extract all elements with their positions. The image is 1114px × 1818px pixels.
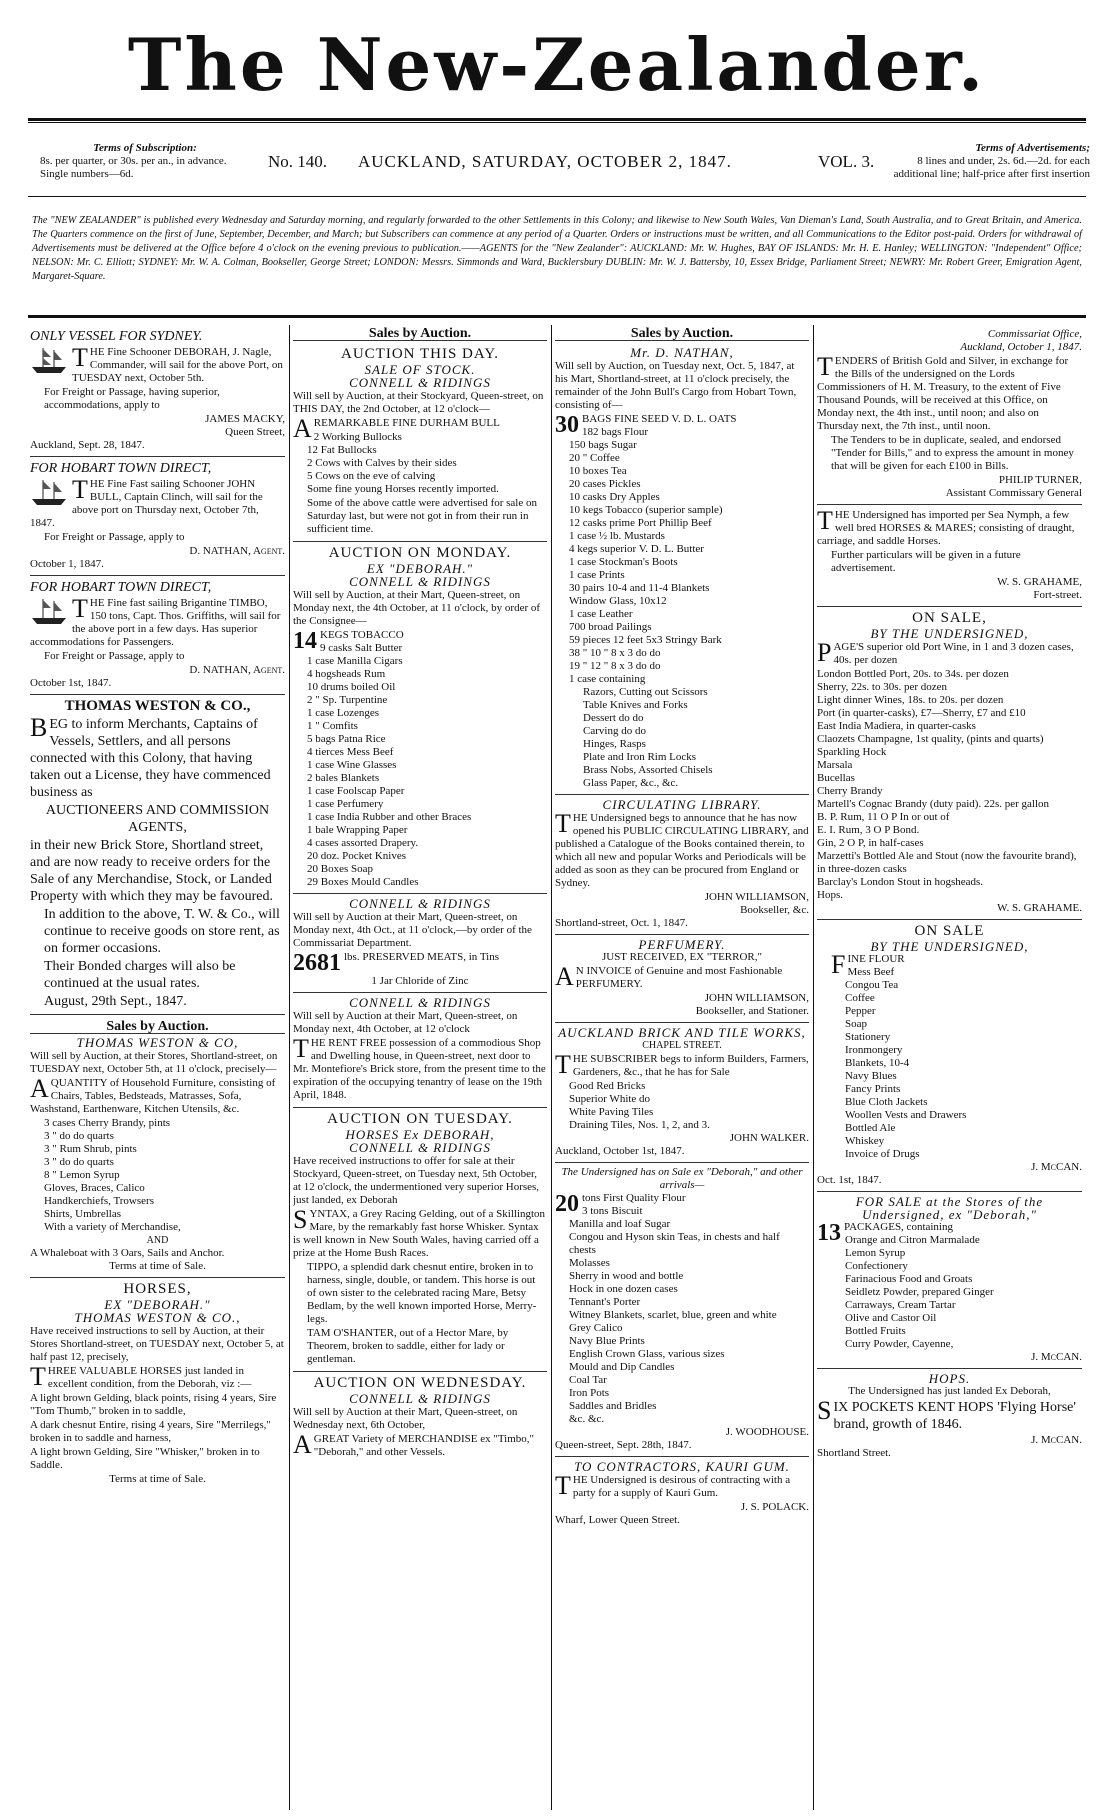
masthead-title: The New-Zealander. [127, 22, 987, 107]
ad-hops: HOPS. The Undersigned has just landed Ex Deborah, SIX POCKETS KENT HOPS 'Flying Horse' brand, growth of 1846. J. McCAN. Shortland Street. [817, 1371, 1082, 1459]
ad-hobart-john-bull: FOR HOBART TOWN DIRECT, THE Fine Fast sailing Schooner JOHN BULL, Captain Clinch, will sail for the above port on Thursday next, October 7th, 1847. For Freight or Passage, apply to D. NATHAN, Agent. October 1, 1847. [30, 457, 285, 576]
ad-thomas-weston: THOMAS WESTON & CO., BEG to inform Merchants, Captains of Vessels, Settlers, and all persons connected with this Colony, that having taken out a License, they have commenced business as AUCTIONEERS AND COMMISSION AGENTS, in their new Brick Store, Shortland street, and are now ready to receive orders for the Sale of any Merchandise, Stock, or Landed Property with which they may be favoured. In addition to the above, T. W. & Co., will continue to receive goods on store rent, as on former occasions. Their Bonded charges will also be continued at the usual rates. August, 29th Sept., 1847. [30, 695, 285, 1015]
ad-perfumery: PERFUMERY. JUST RECEIVED, EX "TERROR," A N INVOICE of Genuine and most Fashionable PERFUMERY. JOHN WILLIAMSON, Bookseller, and Stationer. [555, 935, 809, 1023]
ad-mccan-packages: FOR SALE at the Stores of the Undersigned, ex "Deborah," 13 PACKAGES, containing Orange and Citron Marmalade Lemon Syrup Confectionery Farinacious Food and Groats Seidletz Powder, prepared Ginger Carraways, Cream Tartar Olive and Castor Oil Bottled Fruits Curry Powder, Cayenne, J. McCAN. [817, 1192, 1082, 1369]
ad-kauri-gum: TO CONTRACTORS, KAURI GUM. THE Undersigned is desirous of contracting with a party for a supply of Kauri Gum. J. S. POLACK. Wharf, Lower Queen Street. [555, 1459, 809, 1526]
publication-notice: The "NEW ZEALANDER" is published every Wednesday and Saturday morning, and regularly forwarded to the other Settlements in this Colony; and likewise to New South Wales, Van Dieman's Land, South Australia, and to Great Britain, and America. The Quarters commence on the first of June, September, December, and March; but Subscribers can commence at any period of a Quarter. Orders or instructions must be written, and all Communications to the Editor post-paid. Orders for withdrawal of Advertisements must be delivered at the Office before 4 o'clock on the evening previous to publication.——AGENTS for the "New Zealander": AUCKLAND: Mr. W. Hughes, BAY OF ISLANDS: Mr. H. E. Hanley; WELLINGTON: "Independent" Office; NELSON: Mr. C. Elliott; SYDNEY: Mr. W. A. Colman, Bookseller, George Street; LONDON: Messrs. Simmonds and Ward, Bucklersbury DUBLIN: Mr. W. J. Battersby, 10, Essex Bridge, Parliament Street; NEWRY: Mr. Robert Greer, Emigration Agent, Margaret-Square. [32, 215, 1082, 282]
ad-woodhouse: The Undersigned has on Sale ex "Deborah," and other arrivals— 20 tons First Quality Flour 3 tons Biscuit Manilla and loaf Sugar Congou and Hyson skin Teas, in chests and half chests Molasses Sherry in wood and bottle Hock in one dozen cases Tennant's Porter Witney Blankets, scarlet, blue, green and white Grey Calico Navy Blue Prints English Crown Glass, various sizes Mould and Dip Candles Coal Tar Iron Pots Saddles and Bridles &c. &c. J. WOODHOUSE. Queen-street, Sept. 28th, 1847. [555, 1163, 809, 1457]
ad-auction-wednesday: AUCTION ON WEDNESDAY. CONNELL & RIDINGS Will sell by Auction at their Mart, Queen-street, on Wednesday next, 6th October, AGREAT Variety of MERCHANDISE ex "Timbo," "Deborah," and other Vessels. [293, 1375, 535, 1459]
ad-commissariat-tenders: Commissariat Office, Auckland, October 1, 1847. TENDERS of British Gold and Silver, in exchange for the Bills of the undersigned on the Lords Commissioners of H. M. Treasury, to the extent of Five Thousand Pounds, will be received at this Office, on Monday next, the 4th inst., until noon; and also on Thursday next, the 7th inst., until noon. The Tenders to be in duplicate, sealed, and endorsed "Tender for Bills," and to express the amount in money that will be given for each £100 in Bills. PHILIP TURNER, Assistant Commissary General [817, 325, 1082, 505]
ad-grahame-horses: THE Undersigned has imported per Sea Nymph, a few well bred HORSES & MARES; consisting of draught, carriage, and saddle Horses. Further particulars will be given in a future advertisement. W. S. GRAHAME, Fort-street. [817, 505, 1082, 607]
column-divider [813, 325, 814, 1810]
ship-icon [30, 477, 68, 507]
column-divider [551, 325, 552, 1810]
ad-rent-free: CONNELL & RIDINGS Will sell by Auction at their Mart, Queen-street, on Monday next, 4th October, at 12 o'clock THE RENT FREE possession of a commodious Shop and Dwelling house, in Queen-street, next door to Mr. Montefiore's Brick store, from the present time to the expiration of the occupying tenantry of lease on the 19th April, 1848. [293, 993, 547, 1108]
advertisement-terms: Terms of Advertisements; 8 lines and under, 2s. 6d.—2d. for each additional line; half-price after first insertion [893, 142, 1090, 180]
ad-grahame-wines: ON SALE, BY THE UNDERSIGNED, PAGE'S superior old Port Wine, in 1 and 3 dozen cases, 40s. per dozen London Bottled Port, 20s. to 34s. per dozen Sherry, 22s. to 30s. per dozen Light dinner Wines, 18s. to 20s. per dozen Port (in quarter-casks), £7—Sherry, £7 and £10 East India Madiera, in quarter-casks Claozets Champagne, 1st quality, (pints and quarts) Sparkling Hock Marsala Bucellas Cherry Brandy Martell's Cognac Brandy (duty paid). 22s. per gallon B. P. Rum, 11 O P In or out of E. I. Rum, 3 O P Bond. Gin, 2 O P, in half-cases Marzetti's Bottled Ale and Stout (now the favourite brand), in three-dozen casks Barclay's London Stout in hogsheads. Hops. W. S. GRAHAME. [817, 607, 1082, 920]
ad-auction-this-day: AUCTION THIS DAY. SALE OF STOCK. CONNELL & RIDINGS Will sell by Auction, at their Stockyard, Queen-street, on THIS DAY, the 2nd October, at 12 o'clock— AREMARKABLE FINE DURHAM BULL 2 Working Bullocks 12 Fat Bullocks 2 Cows with Calves by their sides 5 Cows on the eve of calving Some fine young Horses recently imported. Some of the above cattle were advertised for sale on Saturday last, but were not got in from their run in sufficient time. [293, 343, 547, 542]
volume: VOL. 3. [818, 152, 875, 171]
ad-preserved-meats: CONNELL & RIDINGS Will sell by Auction at their Mart, Queen-street, on Monday next, 4th Oct., at 11 o'clock,—by order of the Commissariat Department. 2681 lbs. PRESERVED MEATS, in Tins 1 Jar Chloride of Zinc [293, 894, 547, 993]
ad-mccan-flour: ON SALE BY THE UNDERSIGNED, FINE FLOUR Mess Beef Congou Tea Coffee Pepper Soap Stationery Ironmongery Blankets, 10-4 Navy Blues Fancy Prints Blue Cloth Jackets Woollen Vests and Drawers Bottled Ale Whiskey Invoice of Drugs J. McCAN. Oct. 1st, 1847. [817, 920, 1082, 1192]
column-2: Sales by Auction. AUCTION THIS DAY. SALE OF STOCK. CONNELL & RIDINGS Will sell by Auction, at their Stockyard, Queen-street, on THIS DAY, the 2nd October, at 12 o'clock— AREMARKABLE FINE DURHAM BULL 2 Working Bullocks 12 Fat Bullocks 2 Cows with Calves by their sides 5 Cows on the eve of calving Some fine young Horses recently imported. Some of the above cattle were advertised for sale on Saturday last, but were not got in from their run in sufficient time. AUCTION ON MONDAY. EX "DEBORAH." CONNELL & RIDINGS Will sell by Auction, at their Mart, Queen-street, on Monday next, the 4th October, at 11 o'clock, by order of the Consignee— 14 KEGS TOBACCO 9 casks Salt Butter 1 case Manilla Cigars 4 hogsheads Rum 10 drums boiled Oil 2 " Sp. Turpentine 1 case Lozenges 1 " Comfits 5 bags Patna Rice 4 tierces Mess Beef 1 case Wine Glasses 2 bales Blankets 1 case Foolscap Paper 1 case Perfumery 1 case India Rubber and other Braces 1 bale Wrapping Paper 4 cases assorted Drapery. 20 doz. Pocket Knives 20 Boxes Soap 29 Boxes Mould Candles CONNELL & RIDINGS Will sell by Auction at their Mart, Queen-street, on Monday next, 4th Oct., at 11 o'clock,—by order of the Commissariat Department. 2681 lbs. PRESERVED MEATS, in Tins 1 Jar Chloride of Zinc CONNELL & RIDINGS Will sell by Auction at their Mart, Queen-street, on Monday next, 4th October, at 12 o'clock THE RENT FREE possession of a commodious Shop and Dwelling house, in Queen-street, next door to Mr. Montefiore's Brick store, from the present time to the expiration of the occupying tenantry of lease on the 19th April, 1848. AUCTION ON TUESDAY. HORSES Ex DEBORAH, CONNELL & RIDINGS Have received instructions to offer for sale at their Stockyard, Queen-street, on Tuesday next, 5th October, at 12 o'clock, the undermentioned very superior Horses, just landed, ex Deborah SYNTAX, a Grey Racing Gelding, out of a Skillington Mare, by the remarkably fast horse Whisker. Syntax is well known in New South Wales, having carried off a prize at the Home Bush Races. TIPPO, a splendid dark chesnut entire, broken in to harness, single, double, or tandem. This horse is out of own sister to the celebrated racing Mare, Betsy Bedlam, by the well known imported Horse, Merry-legs. TAM O'SHANTER, out of a Hector Mare, by Theorem, broken to saddle, either for lady or gentleman. AUCTION ON WEDNESDAY. CONNELL & RIDINGS Will sell by Auction at their Mart, Queen-street, on Wednesday next, 6th October, AGREAT Variety of MERCHANDISE ex "Timbo," "Deborah," and other Vessels. [293, 325, 547, 1810]
ship-icon [30, 345, 68, 375]
ad-horses-weston: HORSES, EX "DEBORAH." THOMAS WESTON & CO., Have received instructions to sell by Auction, at their Stores Shortland-street, on TUESDAY next, October 5, at half past 12, precisely, THREE VALUABLE HORSES just landed in excellent condition, from the Deborah, viz :— A light brown Gelding, black points, rising 4 years, Sire "Tom Thumb," broken in to saddle, A dark chesnut Entire, rising 4 years, Sire "Merrilegs," broken in to saddle and harness, A light brown Gelding, Sire "Whisker," broken in to Saddle. Terms at time of Sale. [30, 1281, 284, 1485]
subscription-terms: Terms of Subscription: 8s. per quarter, or 30s. per an., in advance. Single numbers—6d. [40, 142, 227, 180]
header-bar [28, 140, 1090, 190]
ad-auction-monday: AUCTION ON MONDAY. EX "DEBORAH." CONNELL & RIDINGS Will sell by Auction, at their Mart, Queen-street, on Monday next, the 4th October, at 11 o'clock, by order of the Consignee— 14 KEGS TOBACCO 9 casks Salt Butter 1 case Manilla Cigars 4 hogsheads Rum 10 drums boiled Oil 2 " Sp. Turpentine 1 case Lozenges 1 " Comfits 5 bags Patna Rice 4 tierces Mess Beef 1 case Wine Glasses 2 bales Blankets 1 case Foolscap Paper 1 case Perfumery 1 case India Rubber and other Braces 1 bale Wrapping Paper 4 cases assorted Drapery. 20 doz. Pocket Knives 20 Boxes Soap 29 Boxes Mould Candles [293, 542, 547, 894]
item-list: 3 cases Cherry Brandy, pints 3 " do do quarts 3 " Rum Shrub, pints 3 " do do quarts 8 " Lemon Syrup Gloves, Braces, Calico Handkerchiefs, Trowsers Shirts, Umbrellas With a variety of Merchandise, [44, 1117, 181, 1233]
header-rule [28, 196, 1086, 197]
column-3: Sales by Auction. Mr. D. NATHAN, Will sell by Auction, on Tuesday next, Oct. 5, 1847, at his Mart, Shortland-street, at 11 o'clock precisely, the remainder of the John Bull's Cargo from Hobart Town, consisting of— 30 BAGS FINE SEED V. D. L. OATS 182 bags Flour 150 bags Sugar 20 " Coffee 10 boxes Tea 20 cases Pickles 10 casks Dry Apples 10 kegs Tobacco (superior sample) 12 casks prime Port Phillip Beef 1 case ½ lb. Mustards 4 kegs superior V. D. L. Butter 1 case Stockman's Boots 1 case Prints 30 pairs 10-4 and 11-4 Blankets Window Glass, 10x12 1 case Leather 700 broad Pailings 59 pieces 12 feet 5x3 Stringy Bark 38 " 10 " 8 x 3 do do 19 " 12 " 8 x 3 do do 1 case containing Razors, Cutting out Scissors Table Knives and Forks Dessert do do Carving do do Hinges, Rasps Plate and Iron Rim Locks Brass Nobs, Assorted Chisels Glass Paper, &c., &c. CIRCULATING LIBRARY. THE Undersigned begs to announce that he has now opened his PUBLIC CIRCULATING LIBRARY, and published a Catalogue of the Books contained therein, to which all new and popular Works and Periodicals will be added as soon as they can be procured from England or Sydney. JOHN WILLIAMSON, Bookseller, &c. Shortland-street, Oct. 1, 1847. PERFUMERY. JUST RECEIVED, EX "TERROR," A N INVOICE of Genuine and most Fashionable PERFUMERY. JOHN WILLIAMSON, Bookseller, and Stationer. AUCKLAND BRICK AND TILE WORKS, CHAPEL STREET. THE SUBSCRIBER begs to inform Builders, Farmers, Gardeners, &c., that he has for Sale Good Red Bricks Superior White do White Paving Tiles Draining Tiles, Nos. 1, 2, and 3. JOHN WALKER. Auckland, October 1st, 1847. The Undersigned has on Sale ex "Deborah," and other arrivals— 20 tons First Quality Flour 3 tons Biscuit Manilla and loaf Sugar Congou and Hyson skin Teas, in chests and half chests Molasses Sherry in wood and bottle Hock in one dozen cases Tennant's Porter Witney Blankets, scarlet, blue, green and white Grey Calico Navy Blue Prints English Crown Glass, various sizes Mould and Dip Candles Coal Tar Iron Pots Saddles and Bridles &c. &c. J. WOODHOUSE. Queen-street, Sept. 28th, 1847. TO CONTRACTORS, KAURI GUM. THE Undersigned is desirous of contracting with a party for a supply of Kauri Gum. J. S. POLACK. Wharf, Lower Queen Street. [555, 325, 809, 1810]
masthead-rule [28, 118, 1086, 121]
issue-number: No. 140. [268, 152, 328, 171]
ad-nathan-auction: Mr. D. NATHAN, Will sell by Auction, on Tuesday next, Oct. 5, 1847, at his Mart, Shortland-street, at 11 o'clock precisely, the remainder of the John Bull's Cargo from Hobart Town, consisting of— 30 BAGS FINE SEED V. D. L. OATS 182 bags Flour 150 bags Sugar 20 " Coffee 10 boxes Tea 20 cases Pickles 10 casks Dry Apples 10 kegs Tobacco (superior sample) 12 casks prime Port Phillip Beef 1 case ½ lb. Mustards 4 kegs superior V. D. L. Butter 1 case Stockman's Boots 1 case Prints 30 pairs 10-4 and 11-4 Blankets Window Glass, 10x12 1 case Leather 700 broad Pailings 59 pieces 12 feet 5x3 Stringy Bark 38 " 10 " 8 x 3 do do 19 " 12 " 8 x 3 do do 1 case containing Razors, Cutting out Scissors Table Knives and Forks Dessert do do Carving do do Hinges, Rasps Plate and Iron Rim Locks Brass Nobs, Assorted Chisels Glass Paper, &c., &c. [555, 343, 809, 795]
ad-circulating-library: CIRCULATING LIBRARY. THE Undersigned begs to announce that he has now opened his PUBLIC CIRCULATING LIBRARY, and published a Catalogue of the Books contained therein, to which all new and popular Works and Periodicals will be added as soon as they can be procured from England or Sydney. JOHN WILLIAMSON, Bookseller, &c. Shortland-street, Oct. 1, 1847. [555, 795, 809, 935]
ad-brick-tile-works: AUCKLAND BRICK AND TILE WORKS, CHAPEL STREET. THE SUBSCRIBER begs to inform Builders, Farmers, Gardeners, &c., that he has for Sale Good Red Bricks Superior White do White Paving Tiles Draining Tiles, Nos. 1, 2, and 3. JOHN WALKER. Auckland, October 1st, 1847. [555, 1023, 809, 1163]
ad-sydney-vessel: ONLY VESSEL FOR SYDNEY. THE Fine Schooner DEBORAH, J. Nagle, Commander, will sail for the above Port, on TUESDAY next, October 5th. For Freight or Passage, having superior, accommodations, apply to JAMES MACKY, Queen Street, Auckland, Sept. 28, 1847. [30, 325, 285, 457]
ad-hobart-timbo: FOR HOBART TOWN DIRECT, THE Fine fast sailing Brigantine TIMBO, 150 tons, Capt. Thos. Griffiths, will sail for the above port in a few days. Has superior accommodations for Passengers. For Freight or Passage, apply to D. NATHAN, Agent. October 1st, 1847. [30, 576, 285, 695]
ad-weston-furniture: Sales by Auction. THOMAS WESTON & CO, Will sell by Auction, at their Stores, Shortland-street, on TUESDAY next, October 5th, at 11 o'clock, precisely— AQUANTITY of Household Furniture, consisting of Chairs, Tables, Bedsteads, Matrasses, Sofa, Washstand, Earthenware, Kitchen Utensils, &c. 3 cases Cherry Brandy, pints 3 " do do quarts 3 " Rum Shrub, pints 3 " do do quarts 8 " Lemon Syrup Gloves, Braces, Calico Handkerchiefs, Trowsers Shirts, Umbrellas With a variety of Merchandise, AND A Whaleboat with 3 Oars, Sails and Anchor. Terms at time of Sale. [30, 1015, 285, 1278]
column-4 [817, 325, 1082, 1810]
notice-rule [28, 315, 1086, 318]
column-1 [30, 325, 285, 1810]
ad-auction-tuesday: AUCTION ON TUESDAY. HORSES Ex DEBORAH, CONNELL & RIDINGS Have received instructions to offer for sale at their Stockyard, Queen-street, on Tuesday next, 5th October, at 12 o'clock, the undermentioned very superior Horses, just landed, ex Deborah SYNTAX, a Grey Racing Gelding, out of a Skillington Mare, by the remarkably fast horse Whisker. Syntax is well known in New South Wales, having carried off a prize at the Home Bush Races. TIPPO, a splendid dark chesnut entire, broken in to harness, single, double, or tandem. This horse is out of own sister to the celebrated racing Mare, Betsy Bedlam, by the well known imported Horse, Merry-legs. TAM O'SHANTER, out of a Hector Mare, by Theorem, broken to saddle, either for lady or gentleman. [293, 1108, 547, 1372]
masthead-rule-thin [28, 122, 1086, 123]
ship-icon [30, 596, 68, 626]
column-divider [289, 325, 290, 1810]
dateline: AUCKLAND, SATURDAY, OCTOBER 2, 1847. [358, 152, 732, 171]
